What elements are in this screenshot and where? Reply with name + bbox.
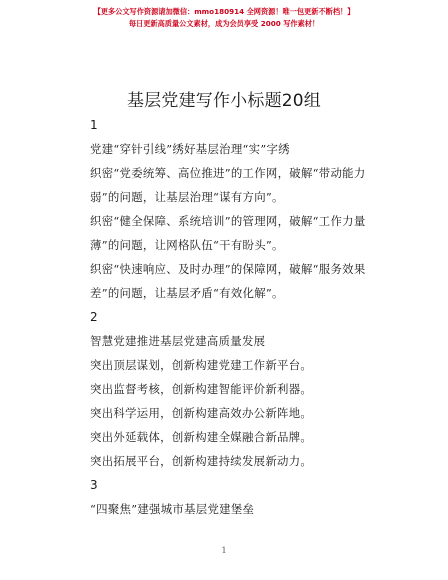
promo-banner-line-2: 每日更新高质量公文素材，成为会员享受 2000 写作素材！ [128, 19, 320, 28]
section-number: 2 [90, 310, 98, 324]
promo-banner [0, 6, 448, 30]
body-line: 突出外延载体，创新构建全媒融合新品牌。 [90, 430, 313, 444]
body-line: 突出顶层谋划，创新构建党建工作新平台。 [90, 358, 313, 372]
section-heading: 智慧党建推进基层党建高质量发展 [90, 334, 266, 348]
body-line: 弱”的问题，让基层治理“谋有方向”。 [90, 190, 284, 204]
body-line: 突出拓展平台，创新构建持续发展新动力。 [90, 454, 313, 468]
body-line: 织密“健全保障、系统培训”的管理网，破解“工作力量 [90, 214, 366, 228]
body-line: 突出监督考核，创新构建智能评价新利器。 [90, 382, 313, 396]
body-line: 差”的问题，让基层矛盾“有效化解”。 [90, 286, 284, 300]
section-heading: “四聚焦”建强城市基层党建堡垒 [90, 502, 255, 516]
body-line: 织密“快速响应、及时办理”的保障网，破解“服务效果 [90, 262, 366, 276]
section-heading: 党建“穿针引线”绣好基层治理“实”字绣 [90, 142, 290, 156]
promo-banner-line-1: 【更多公文写作资源请加微信：mmo180914 全网资源！唯一包更新不断档！】 [93, 7, 355, 16]
page-number: 1 [221, 546, 227, 555]
body-line: 突出科学运用，创新构建高效办公新阵地。 [90, 406, 313, 420]
section-number: 3 [90, 478, 98, 492]
body-line: 薄”的问题，让网格队伍“干有盼头”。 [90, 238, 284, 252]
body-line: 织密“党委统筹、高位推进”的工作网，破解“带动能力 [90, 166, 366, 180]
document-title: 基层党建写作小标题20组 [126, 91, 322, 111]
section-number: 1 [90, 118, 98, 132]
document-body [90, 113, 390, 521]
